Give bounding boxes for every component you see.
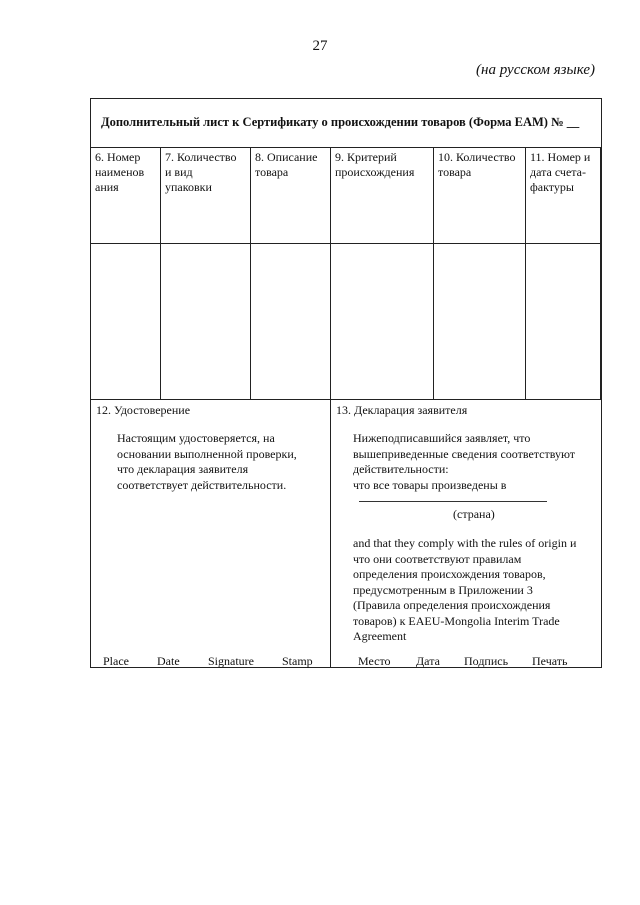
column-header: 11. Номер и дата счета- фактуры bbox=[530, 150, 591, 194]
stamp-label: Stamp bbox=[282, 654, 313, 668]
column-header: 10. Количество товара bbox=[438, 150, 516, 179]
column-header: 9. Критерий происхождения bbox=[335, 150, 415, 179]
form-title: Дополнительный лист к Сертификату о происхождении товаров (Форма ЕАМ) № __ bbox=[101, 115, 580, 129]
certification-text: Настоящим удостоверяется, на основании выполненной проверки, что декларация заявителя соответствует действительности. bbox=[117, 431, 297, 492]
form-title-row bbox=[91, 99, 601, 148]
goods-columns bbox=[91, 147, 601, 400]
declaration-box bbox=[331, 399, 601, 667]
place-label: Место bbox=[358, 654, 391, 668]
language-note: (на русском языке) bbox=[476, 62, 595, 78]
header-divider bbox=[91, 243, 601, 244]
declaration-title: 13. Декларация заявителя bbox=[336, 403, 468, 417]
date-label: Date bbox=[157, 654, 180, 668]
stamp-label: Печать bbox=[532, 654, 568, 668]
column-item-number bbox=[91, 147, 161, 399]
date-label: Дата bbox=[416, 654, 440, 668]
column-quantity bbox=[434, 147, 526, 399]
column-header: 8. Описание товара bbox=[255, 150, 318, 179]
declaration-compliance-text: and that they comply with the rules of origin и что они соответствуют правилам определения происхождения товаров, предусмотренным в Приложении 3 (Правила определения происхождения товаров) к EAEU-Mongolia Interim Trade Agreement bbox=[353, 536, 577, 643]
certification-box bbox=[91, 399, 331, 667]
country-line bbox=[359, 501, 547, 502]
country-caption: (страна) bbox=[453, 507, 495, 521]
column-header: 6. Номер наименов ания bbox=[95, 150, 145, 194]
column-origin-criterion bbox=[331, 147, 434, 399]
column-header: 7. Количество и вид упаковки bbox=[165, 150, 237, 194]
signature-label: Подпись bbox=[464, 654, 509, 668]
column-description bbox=[251, 147, 331, 399]
certificate-supplementary-sheet bbox=[90, 98, 602, 668]
declaration-text: Нижеподписавшийся заявляет, что вышеприведенные сведения соответствуют действительности: что все товары произведены в bbox=[353, 431, 576, 492]
page-number: 27 bbox=[312, 38, 328, 54]
signature-label: Signature bbox=[208, 654, 254, 668]
place-label: Place bbox=[103, 654, 129, 668]
column-packages bbox=[161, 147, 251, 399]
column-invoice bbox=[526, 147, 601, 399]
certification-title: 12. Удостоверение bbox=[96, 403, 191, 417]
